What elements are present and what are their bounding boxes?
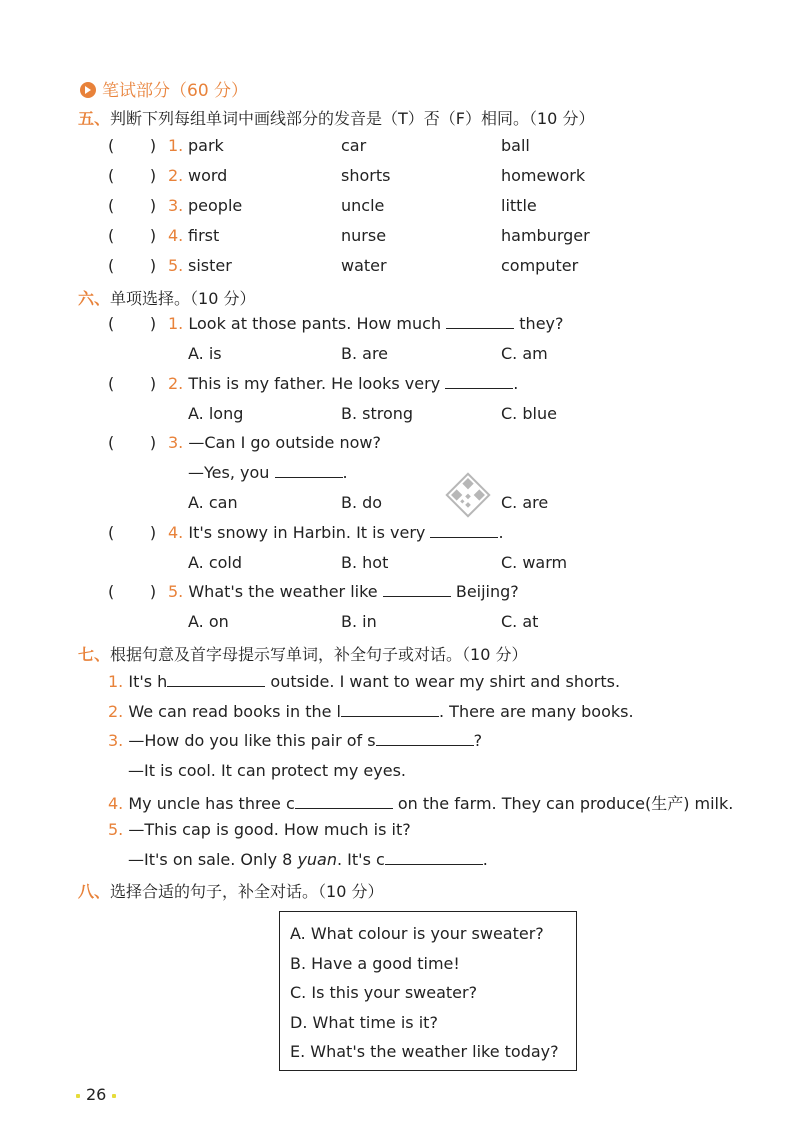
question-number: 1.: [168, 314, 184, 333]
question-text-part: outside. I want to wear my shirt and shorts.: [270, 672, 621, 691]
word-3: computer: [501, 256, 579, 275]
option-a: A. long: [188, 404, 244, 423]
question-text: [168, 582, 519, 601]
option-c: C. warm: [501, 553, 568, 572]
word-3: homework: [501, 166, 586, 185]
question-text-part: Look at those pants. How much: [188, 314, 442, 333]
question-text-part: Beijing?: [455, 582, 519, 601]
answer-parentheses[interactable]: ( ): [108, 196, 157, 215]
question-text-part: . There are many books.: [439, 702, 634, 721]
question-number: 4.: [108, 794, 124, 813]
question-number: 3.: [168, 196, 184, 215]
question-number: 2.: [168, 166, 184, 185]
section-number: 五、: [78, 109, 111, 128]
question-number: 5.: [168, 256, 184, 275]
question-text-part: This is my father. He looks very: [188, 374, 441, 393]
question-text-part: What's the weather like: [188, 582, 378, 601]
fill-question-3-reply: —It is cool. It can protect my eyes.: [128, 761, 407, 780]
written-part-title-text: 笔试部分（60 分）: [102, 81, 249, 101]
answer-blank[interactable]: [446, 314, 514, 329]
section-title: 根据句意及首字母提示写单词，补全句子或对话。（10 分）: [110, 645, 528, 664]
section-title: 选择合适的句子，补全对话。（10 分）: [110, 882, 384, 901]
section-title: 判断下列每组单词中画线部分的发音是（T）否（F）相同。（10 分）: [110, 109, 595, 128]
question-text-part: It's snowy in Harbin. It is very: [188, 523, 426, 542]
section-8-heading: [78, 879, 383, 902]
question-number: 2.: [108, 702, 124, 721]
fill-question-4: [108, 791, 733, 814]
choices-box: [279, 911, 577, 1071]
page-number-text: 26: [86, 1085, 107, 1104]
question-number: 4.: [168, 226, 184, 245]
question-text: [168, 523, 504, 542]
question-number: 5.: [108, 820, 124, 839]
question-text: [168, 433, 381, 452]
section-number: 八、: [78, 882, 111, 901]
section-number: 七、: [78, 645, 111, 664]
answer-blank[interactable]: [385, 850, 483, 865]
question-text-part: —How do you like this pair of s: [128, 731, 376, 750]
section-5-heading: [78, 106, 594, 129]
answer-blank[interactable]: [167, 672, 265, 687]
question-number: 3.: [108, 731, 124, 750]
question-number: 4.: [168, 523, 184, 542]
option-b: B. hot: [341, 553, 389, 572]
choice-c: C. Is this your sweater?: [290, 983, 478, 1002]
option-a: A. cold: [188, 553, 243, 572]
fill-question-3: [108, 731, 482, 750]
word-2: uncle: [341, 196, 385, 215]
question-row: ( ): [108, 314, 157, 333]
answer-blank[interactable]: [295, 794, 393, 809]
question-text-part: —Can I go outside now?: [188, 433, 381, 452]
question-text-part: —It's on sale. Only 8: [128, 850, 293, 869]
written-part-title: [80, 76, 248, 101]
question-number: 2.: [168, 374, 184, 393]
option-a: A. on: [188, 612, 229, 631]
fill-question-5: [108, 820, 411, 839]
choice-b: B. Have a good time!: [290, 954, 460, 973]
question-number: 1.: [108, 672, 124, 691]
question-text-part: —This cap is good. How much is it?: [128, 820, 411, 839]
option-b: B. do: [341, 493, 383, 512]
word-1: people: [188, 196, 243, 215]
word-1: word: [188, 166, 228, 185]
choice-a: A. What colour is your sweater?: [290, 924, 544, 943]
fill-question-5-reply: [128, 850, 488, 869]
word-1: park: [188, 136, 224, 155]
section-number: 六、: [78, 289, 111, 308]
dot-icon: [76, 1094, 80, 1098]
question-text-part: We can read books in the l: [128, 702, 341, 721]
question-text-part: . It's c: [337, 850, 385, 869]
answer-blank[interactable]: [341, 702, 439, 717]
word-3: little: [501, 196, 537, 215]
question-text-part: My uncle has three c: [128, 794, 295, 813]
option-c: C. are: [501, 493, 549, 512]
answer-blank[interactable]: [445, 374, 513, 389]
section-7-heading: [78, 642, 527, 665]
question-text-part: they?: [519, 314, 564, 333]
fill-question-2: [108, 702, 634, 721]
word-3: hamburger: [501, 226, 590, 245]
question-text-part: on the farm. They can produce(生产) milk.: [397, 794, 734, 813]
question-number: 3.: [168, 433, 184, 452]
word-2: shorts: [341, 166, 391, 185]
answer-parentheses[interactable]: ( ): [108, 136, 157, 155]
option-b: B. are: [341, 344, 389, 363]
word-2: nurse: [341, 226, 387, 245]
answer-blank[interactable]: [275, 463, 343, 478]
option-b: B. strong: [341, 404, 414, 423]
play-circle-icon: [80, 82, 96, 98]
answer-blank[interactable]: [376, 731, 474, 746]
question-row: ( ): [108, 523, 157, 542]
question-number: 1.: [168, 136, 184, 155]
word-1: first: [188, 226, 220, 245]
answer-parentheses[interactable]: ( ): [108, 166, 157, 185]
answer-parentheses[interactable]: ( ): [108, 226, 157, 245]
question-text: [168, 374, 518, 393]
question-text-part: It's h: [128, 672, 168, 691]
qr-watermark-icon: [443, 470, 493, 524]
word-3: ball: [501, 136, 530, 155]
question-text-part: —Yes, you: [188, 463, 270, 482]
option-c: C. am: [501, 344, 548, 363]
answer-blank[interactable]: [430, 523, 498, 538]
question-text-part: .: [342, 463, 348, 482]
option-c: C. blue: [501, 404, 557, 423]
word-1: sister: [188, 256, 232, 275]
page-number: [70, 1085, 122, 1104]
question-text-part: .: [482, 850, 488, 869]
choice-e: E. What's the weather like today?: [290, 1042, 559, 1061]
question-text-part: ?: [473, 731, 483, 750]
question-text-part: .: [513, 374, 519, 393]
question-text-part: .: [498, 523, 504, 542]
option-a: A. can: [188, 493, 238, 512]
word-2: water: [341, 256, 387, 275]
answer-blank[interactable]: [383, 582, 451, 597]
choice-d: D. What time is it?: [290, 1013, 438, 1032]
answer-parentheses[interactable]: ( ): [108, 256, 157, 275]
word-2: car: [341, 136, 367, 155]
option-a: A. is: [188, 344, 222, 363]
question-row: ( ): [108, 374, 157, 393]
question-row: ( ): [108, 433, 157, 452]
dot-icon: [112, 1094, 116, 1098]
option-b: B. in: [341, 612, 377, 631]
question-text: [168, 314, 564, 333]
question-number: 5.: [168, 582, 184, 601]
option-c: C. at: [501, 612, 539, 631]
question-text-part: yuan: [297, 850, 337, 869]
fill-question-1: [108, 672, 620, 691]
section-6-heading: [78, 286, 255, 309]
section-title: 单项选择。（10 分）: [110, 289, 256, 308]
question-row: ( ): [108, 582, 157, 601]
question-text-line2: [188, 463, 348, 482]
